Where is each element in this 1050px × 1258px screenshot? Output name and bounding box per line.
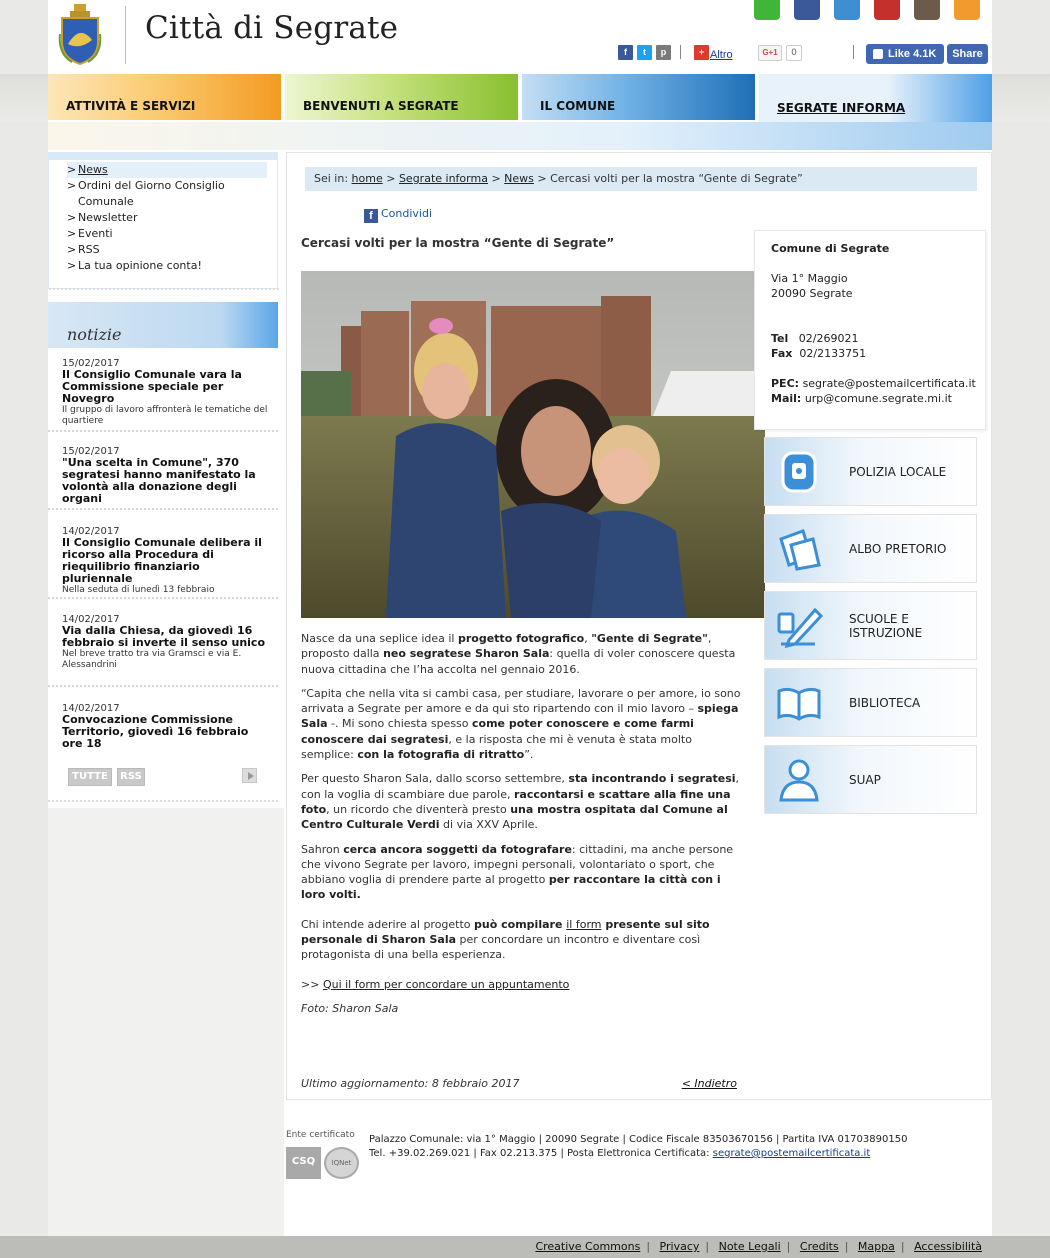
- tab-benvenuti-segrate[interactable]: [285, 74, 518, 120]
- sidebar-item-eventi[interactable]: > Eventi: [67, 226, 267, 242]
- article-body: [301, 631, 741, 1025]
- article-title: Cercasi volti per la mostra “Gente di Segrate”: [301, 236, 615, 250]
- article-photo: [301, 271, 765, 618]
- tab-il-comune[interactable]: [522, 74, 755, 120]
- service-suap[interactable]: [764, 745, 977, 814]
- facebook-share-link[interactable]: [364, 207, 432, 223]
- iqnet-logo: IQNet: [324, 1147, 359, 1179]
- tab-label: BENVENUTI A SEGRATE: [303, 99, 459, 113]
- article-paragraph: Per questo Sharon Sala, dallo scorso settembre, sta incontrando i segratesi, con la voglia di scambiare due parole, raccontarsi e scattare alla fine una foto, un ricordo che diventerà presto una mostra ospitata dal Comune al Centro Culturale Verdi di via XXV Aprile.: [301, 772, 740, 832]
- contact-box: [754, 230, 986, 430]
- facebook-like-button[interactable]: Like 4.1K: [866, 44, 944, 64]
- certified-label: Ente certificato: [286, 1130, 355, 1140]
- google-plus-button[interactable]: G+1: [758, 45, 782, 61]
- footer-address: [369, 1133, 907, 1161]
- facebook-icon: f: [364, 209, 378, 223]
- breadcrumb-segrate-informa-link[interactable]: Segrate informa: [398, 172, 488, 185]
- news-date: 14/02/2017: [62, 703, 120, 714]
- news-title[interactable]: "Una scelta in Comune", 370 segratesi hanno manifestato la volontà alla donazione degli organi: [62, 456, 256, 505]
- notizie-header: [48, 302, 278, 348]
- coat-of-arms-logo[interactable]: [58, 4, 102, 66]
- facebook-icon[interactable]: [794, 0, 820, 20]
- contact-street: Via 1° Maggio: [771, 272, 848, 285]
- divider: [48, 597, 278, 599]
- footer-link-privacy[interactable]: Privacy: [659, 1240, 700, 1253]
- rss-icon[interactable]: [954, 0, 980, 20]
- news-title[interactable]: Il Consiglio Comunale delibera il ricorso alla Procedura di riequilibrio finanziario pluriennale: [62, 536, 262, 585]
- tab-label: ATTIVITÀ E SERVIZI: [66, 99, 196, 113]
- google-plus-count: 0: [786, 45, 802, 61]
- sidebar-item-rss[interactable]: > RSS: [67, 242, 267, 258]
- pencil-icon: [775, 604, 823, 648]
- service-label: SUAP: [849, 772, 881, 787]
- contact-fax: Fax 02/2133751: [771, 347, 867, 360]
- breadcrumb-prefix: Sei in:: [314, 172, 349, 185]
- share-toolbar: [618, 44, 992, 64]
- divider: [853, 45, 854, 59]
- breadcrumb: Sei in: home > Segrate informa > News > Cercasi volti per la mostra “Gente di Segrate”: [305, 167, 977, 191]
- footer-line-2: Tel. +39.02.269.021 | Fax 02.213.375 | Posta Elettronica Certificata: segrate@postemailcertificata.it: [369, 1148, 871, 1159]
- news-title[interactable]: Via dalla Chiesa, da giovedì 16 febbraio si inverte il senso unico: [62, 624, 266, 649]
- article-paragraph: >> Qui il form per concordare un appuntamento: [301, 977, 570, 991]
- breadcrumb-news-link[interactable]: News: [504, 172, 534, 185]
- altro-link[interactable]: Altro: [710, 49, 733, 61]
- news-date: 14/02/2017: [62, 526, 120, 537]
- footer-line-1: Palazzo Comunale: via 1° Maggio | 20090 Segrate | Codice Fiscale 83503670156 | Partita IVA 01703890150: [369, 1134, 908, 1145]
- breadcrumb-current: Cercasi volti per la mostra “Gente di Segrate”: [550, 172, 803, 185]
- news-item[interactable]: [62, 526, 272, 596]
- news-item[interactable]: [62, 614, 272, 671]
- social-icons: [754, 0, 980, 20]
- tab-label: SEGRATE INFORMA: [777, 101, 906, 115]
- appointment-form-link[interactable]: Qui il form per concordare un appuntamento: [322, 977, 570, 991]
- plus-icon[interactable]: +: [694, 45, 709, 60]
- footer-link-credits[interactable]: Credits: [799, 1240, 839, 1253]
- breadcrumb-home-link[interactable]: home: [351, 172, 383, 185]
- nav-subband: [48, 122, 992, 150]
- service-label: BIBLIOTECA: [849, 695, 921, 710]
- instagram-icon[interactable]: [914, 0, 940, 20]
- contact-mail: Mail: urp@comune.segrate.mi.it: [771, 392, 952, 405]
- form-link[interactable]: il form: [566, 917, 602, 931]
- police-badge-icon: [775, 450, 823, 494]
- divider: [680, 45, 681, 59]
- tab-attivita-servizi[interactable]: [48, 74, 281, 120]
- header-divider: [125, 6, 126, 64]
- article-paragraph: “Capita che nella vita si cambi casa, per studiare, lavorare o per amore, io sono arrivata a Segrate per amore e da qui sto ripartendo con il mio lavoro – spiega Sala -. Mi sono chiesta spesso come poter conoscere e come farmi conoscere dai segratesi, e la risposta che mi è venuta è stata molto semplice: con la fotografia di ritratto”.: [301, 686, 741, 762]
- book-icon: [775, 681, 823, 725]
- sidebar-background: [48, 808, 284, 1258]
- footer-link-note-legali[interactable]: Note Legali: [718, 1240, 781, 1253]
- divider: [49, 288, 279, 294]
- facebook-share-button[interactable]: Share: [947, 44, 988, 64]
- tab-label: IL COMUNE: [540, 99, 616, 113]
- contact-name: Comune di Segrate: [771, 242, 890, 255]
- sidebar-item-opinione[interactable]: > La tua opinione conta!: [67, 258, 267, 274]
- documents-icon: [775, 527, 823, 571]
- last-updated: Ultimo aggiornamento: 8 febbraio 2017: [301, 1077, 520, 1090]
- divider: [48, 685, 278, 687]
- news-summary: Nella seduta di lunedì 13 febbraio: [62, 585, 215, 595]
- article-paragraph: Sahron cerca ancora soggetti da fotografare: cittadini, ma anche persone che vivono Segrate per lavoro, impegni personali, volontariato o sport, che abbiano voglia di prendere parte al progetto per raccontare la città con i loro volti.: [301, 842, 734, 902]
- sidebar-item-newsletter[interactable]: > Newsletter: [67, 210, 267, 226]
- news-item[interactable]: [62, 358, 272, 427]
- service-label: SCUOLE E ISTRUZIONE: [849, 611, 923, 640]
- youtube-icon[interactable]: [874, 0, 900, 20]
- divider: [48, 508, 278, 510]
- news-title[interactable]: Il Consiglio Comunale vara la Commissione speciale per Novegro: [62, 368, 242, 405]
- service-albo-pretorio[interactable]: [764, 514, 977, 583]
- print-icon[interactable]: p: [656, 45, 671, 60]
- service-polizia-locale[interactable]: [764, 437, 977, 506]
- condividi-label: Condividi: [381, 207, 433, 220]
- footer-link-creative-commons[interactable]: Creative Commons: [535, 1240, 641, 1253]
- news-summary: Nel breve tratto tra via Gramsci e via E. Alessandrini: [62, 649, 242, 670]
- service-scuole-istruzione[interactable]: [764, 591, 977, 660]
- site-title[interactable]: Città di Segrate: [145, 10, 399, 46]
- contact-city: 20090 Segrate: [771, 287, 853, 300]
- article-paragraph: Nasce da una seplice idea il progetto fotografico, "Gente di Segrate", proposto dalla neo segratese Sharon Sala: quella di voler conoscere questa nuova cittadina che l’ha accolta nel gennaio 2016.: [301, 632, 736, 676]
- play-icon[interactable]: [242, 768, 257, 783]
- pec-email-link[interactable]: segrate@postemailcertificata.it: [712, 1148, 871, 1159]
- news-summary: Il gruppo di lavoro affronterà le tematiche del quartiere: [62, 405, 268, 426]
- news-item[interactable]: [62, 703, 272, 750]
- divider: [48, 430, 278, 432]
- article-footer: [301, 1077, 737, 1090]
- rss-news-button[interactable]: RSS: [117, 768, 145, 786]
- person-icon: [775, 758, 823, 802]
- service-label: POLIZIA LOCALE: [849, 464, 947, 479]
- footer-link-mappa[interactable]: Mappa: [857, 1240, 895, 1253]
- news-date: 15/02/2017: [62, 358, 120, 369]
- article-paragraph: Chi intende aderire al progetto può compilare il form presente sul sito personale di Sharon Sala per concordare un incontro e diventare così protagonista di una bella esperienza.: [301, 917, 710, 962]
- sidebar-menu: [48, 152, 278, 289]
- footer-link-accessibilita[interactable]: Accessibilità: [914, 1240, 982, 1253]
- twitter-share-icon[interactable]: t: [637, 45, 652, 60]
- footer-links: Creative Commons | Privacy | Note Legali | Credits | Mappa | Accessibilità: [535, 1240, 982, 1253]
- news-date: 14/02/2017: [62, 614, 120, 625]
- sidebar-item-ordini-giorno[interactable]: > Ordini del Giorno Consiglio Comunale: [67, 178, 267, 210]
- contact-tel: Tel 02/269021: [771, 332, 859, 345]
- whatsapp-icon[interactable]: [754, 0, 780, 20]
- contact-pec: PEC: segrate@postemailcertificata.it: [771, 377, 976, 390]
- divider: [48, 800, 278, 806]
- tab-segrate-informa[interactable]: [759, 74, 992, 122]
- back-link[interactable]: < Indietro: [681, 1077, 737, 1090]
- news-item[interactable]: [62, 446, 272, 505]
- main-navigation: [48, 74, 992, 122]
- notizie-title: notizie: [67, 325, 122, 344]
- page-container: [48, 0, 992, 1258]
- news-title[interactable]: Convocazione Commissione Territorio, giovedì 16 febbraio ore 18: [62, 713, 249, 750]
- all-news-button[interactable]: TUTTE: [68, 768, 112, 786]
- csq-logo: CSQ: [286, 1147, 321, 1179]
- twitter-icon[interactable]: [834, 0, 860, 20]
- news-date: 15/02/2017: [62, 446, 120, 457]
- service-label: ALBO PRETORIO: [849, 541, 947, 556]
- sidebar-item-news[interactable]: > News: [67, 162, 267, 178]
- facebook-share-icon[interactable]: f: [618, 45, 633, 60]
- service-biblioteca[interactable]: [764, 668, 977, 737]
- photo-credit: Foto: Sharon Sala: [301, 1001, 399, 1015]
